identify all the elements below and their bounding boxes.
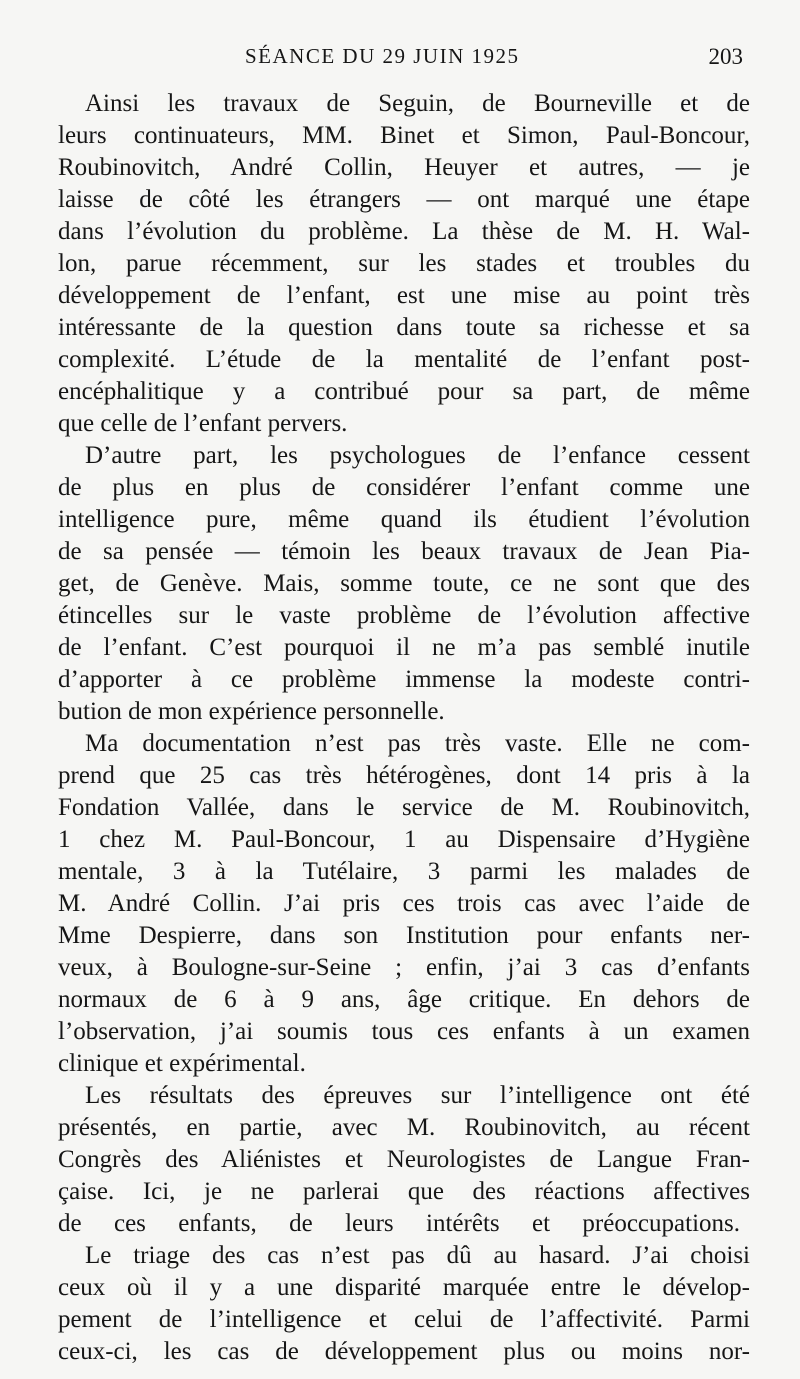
text-line: M. André Collin. J’ai pris ces trois cas avec l’aide de (58, 890, 750, 917)
text-line: pement de l’intelligence et celui de l’affectivité. Parmi (58, 1306, 750, 1333)
text-line: bution de mon expérience personnelle. (58, 698, 445, 725)
text-line: intéressante de la question dans toute sa richesse et sa (58, 314, 750, 341)
text-line: veux, à Boulogne-sur-Seine ; enfin, j’ai 3 cas d’enfants (58, 954, 750, 981)
text-line: étincelles sur le vaste problème de l’évolution affective (58, 602, 750, 629)
text-line: Mme Despierre, dans son Institution pour enfants ner- (58, 922, 750, 949)
text-line: l’observation, j’ai soumis tous ces enfants à un examen (58, 1018, 750, 1045)
text-line: 1 chez M. Paul-Boncour, 1 au Dispensaire d’Hygiène (58, 826, 750, 853)
text-line: Congrès des Aliénistes et Neurologistes de Langue Fran- (58, 1146, 750, 1173)
text-line: get, de Genève. Mais, somme toute, ce ne sont que des (58, 570, 750, 597)
text-line: Fondation Vallée, dans le service de M. Roubinovitch, (58, 794, 750, 821)
text-line: prend que 25 cas très hétérogènes, dont 14 pris à la (58, 762, 750, 789)
running-head: SÉANCE DU 29 JUIN 1925 (245, 44, 520, 68)
text-line: Roubinovitch, André Collin, Heuyer et autres, — je (58, 154, 750, 181)
text-line: d’apporter à ce problème immense la modeste contri- (58, 666, 750, 693)
text-line: ceux-ci, les cas de développement plus ou moins nor- (58, 1338, 750, 1365)
text-line: de ces enfants, de leurs intérêts et préoccupations. (58, 1210, 740, 1237)
text-line: Ainsi les travaux de Seguin, de Bourneville et de (85, 90, 750, 117)
text-line: laisse de côté les étrangers — ont marqué une étape (58, 186, 750, 213)
text-line: Les résultats des épreuves sur l’intelligence ont été (85, 1082, 750, 1109)
page-number: 203 (708, 44, 743, 69)
text-line: leurs continuateurs, MM. Binet et Simon, Paul-Boncour, (58, 122, 750, 149)
text-line: que celle de l’enfant pervers. (58, 410, 348, 437)
page-header (0, 44, 800, 78)
text-line: Le triage des cas n’est pas dû au hasard. J’ai choisi (85, 1242, 750, 1269)
text-line: complexité. L’étude de la mentalité de l’enfant post- (58, 346, 750, 373)
text-line: de plus en plus de considérer l’enfant comme une (58, 474, 750, 501)
text-line: D’autre part, les psychologues de l’enfance cessent (85, 442, 750, 469)
text-line: encéphalitique y a contribué pour sa part, de même (58, 378, 750, 405)
text-line: clinique et expérimental. (58, 1050, 306, 1077)
text-line: présentés, en partie, avec M. Roubinovitch, au récent (58, 1114, 750, 1141)
text-line: normaux de 6 à 9 ans, âge critique. En dehors de (58, 986, 750, 1013)
text-line: développement de l’enfant, est une mise au point très (58, 282, 750, 309)
text-line: intelligence pure, même quand ils étudient l’évolution (58, 506, 750, 533)
text-line: dans l’évolution du problème. La thèse de M. H. Wal- (58, 218, 750, 245)
text-line: lon, parue récemment, sur les stades et troubles du (58, 250, 750, 277)
text-line: Ma documentation n’est pas très vaste. Elle ne com- (85, 730, 750, 757)
text-line: de sa pensée — témoin les beaux travaux de Jean Pia- (58, 538, 750, 565)
text-line: çaise. Ici, je ne parlerai que des réactions affectives (58, 1178, 750, 1205)
text-line: ceux où il y a une disparité marquée entre le dévelop- (58, 1274, 750, 1301)
text-line: de l’enfant. C’est pourquoi il ne m’a pas semblé inutile (58, 634, 750, 661)
text-line: mentale, 3 à la Tutélaire, 3 parmi les malades de (58, 858, 750, 885)
